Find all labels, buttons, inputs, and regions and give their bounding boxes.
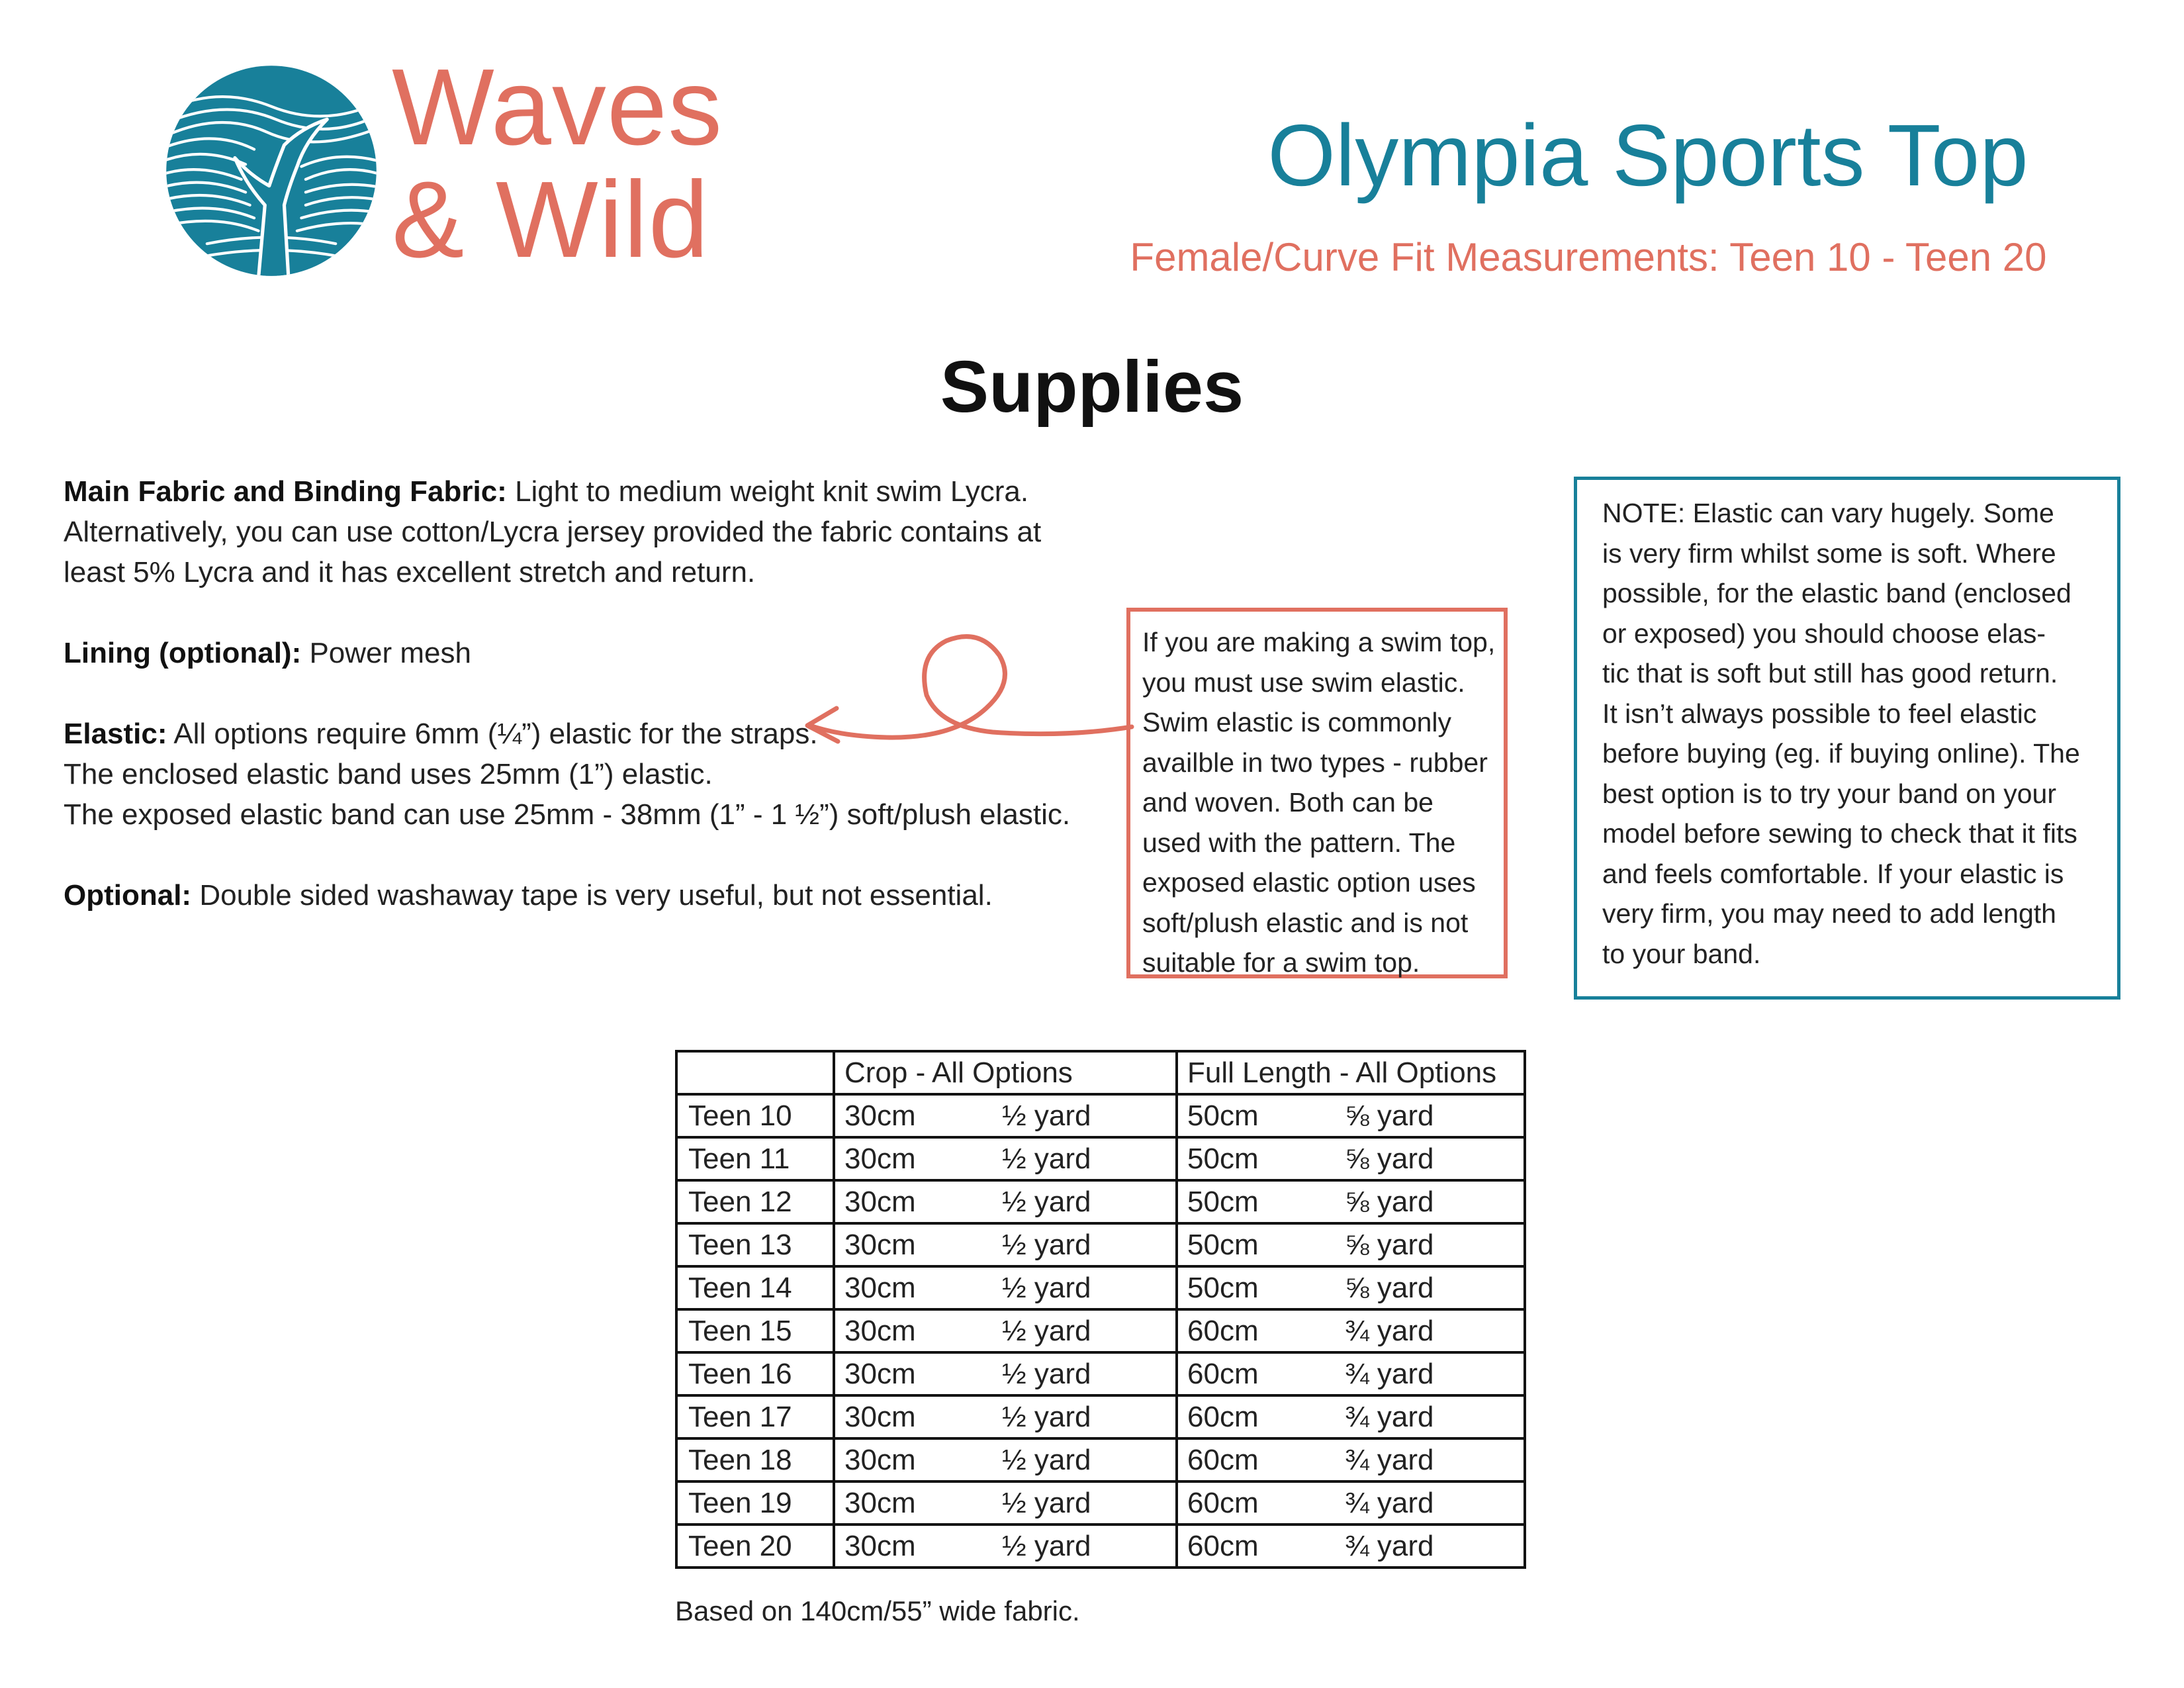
full-length-cell — [1177, 1223, 1525, 1266]
section-heading: Supplies — [940, 346, 1244, 428]
crop-cell — [834, 1352, 1177, 1395]
full-length-yard: ⅝ yard — [1345, 1228, 1434, 1261]
full-length-cm: 60cm — [1187, 1529, 1259, 1562]
note-line: before buying (eg. if buying online). The — [1602, 738, 2080, 769]
note-line: Swim elastic is commonly — [1142, 707, 1452, 737]
size-cell: Teen 16 — [676, 1352, 834, 1395]
full-length-yard: ¾ yard — [1345, 1314, 1434, 1347]
crop-yard: ½ yard — [1002, 1400, 1091, 1433]
size-cell: Teen 10 — [676, 1094, 834, 1137]
note-line: to your band. — [1602, 938, 1761, 969]
full-length-yard: ⅝ yard — [1345, 1142, 1434, 1175]
main-fabric-text: Light to medium weight knit swim Lycra. — [515, 475, 1029, 508]
crop-cell — [834, 1395, 1177, 1438]
optional-text: Double sided washaway tape is very useful, but not essential. — [199, 879, 993, 912]
full-length-yard: ⅝ yard — [1345, 1099, 1434, 1132]
full-length-yard: ¾ yard — [1345, 1486, 1434, 1519]
table-row — [676, 1438, 1525, 1481]
full-length-cm: 50cm — [1187, 1228, 1259, 1261]
table-row — [676, 1395, 1525, 1438]
crop-cm: 30cm — [844, 1099, 916, 1132]
full-length-cell — [1177, 1352, 1525, 1395]
full-length-cell — [1177, 1481, 1525, 1524]
table-header-crop: Crop - All Options — [834, 1051, 1177, 1094]
note-line: is very firm whilst some is soft. Where — [1602, 538, 2056, 569]
full-length-cm: 50cm — [1187, 1099, 1259, 1132]
brand-name-line1: Waves — [392, 46, 723, 167]
crop-cm: 30cm — [844, 1185, 916, 1218]
optional-label: Optional: — [64, 879, 192, 912]
callout-arrow-icon — [788, 609, 1145, 781]
note-line: very firm, you may need to add length — [1602, 898, 2056, 929]
note-line: best option is to try your band on your — [1602, 778, 2057, 809]
size-cell: Teen 18 — [676, 1438, 834, 1481]
crop-cm: 30cm — [844, 1314, 916, 1347]
crop-cm: 30cm — [844, 1228, 916, 1261]
elastic-label: Elastic: — [64, 718, 167, 750]
crop-cell — [834, 1309, 1177, 1352]
crop-yard: ½ yard — [1002, 1228, 1091, 1261]
main-fabric-item — [64, 471, 1122, 592]
full-length-cm: 50cm — [1187, 1271, 1259, 1304]
crop-cell — [834, 1180, 1177, 1223]
note-line: If you are making a swim top, — [1142, 627, 1496, 657]
crop-yard: ½ yard — [1002, 1099, 1091, 1132]
note-line: and woven. Both can be — [1142, 787, 1433, 818]
note-line: possible, for the elastic band (enclosed — [1602, 578, 2071, 608]
table-row — [676, 1481, 1525, 1524]
table-row — [676, 1524, 1525, 1568]
table-row — [676, 1180, 1525, 1223]
table-row — [676, 1352, 1525, 1395]
table-row — [676, 1223, 1525, 1266]
crop-cell — [834, 1094, 1177, 1137]
note-line: availble in two types - rubber — [1142, 747, 1488, 778]
crop-cm: 30cm — [844, 1443, 916, 1476]
note-line: model before sewing to check that it fits — [1602, 818, 2077, 849]
crop-cell — [834, 1481, 1177, 1524]
note-line: or exposed) you should choose elas- — [1602, 618, 2046, 649]
crop-yard: ½ yard — [1002, 1185, 1091, 1218]
note-line: tic that is soft but still has good return. — [1602, 658, 2058, 688]
main-fabric-text: least 5% Lycra and it has excellent stretch and return. — [64, 556, 756, 588]
note-line: exposed elastic option uses — [1142, 867, 1476, 898]
crop-cm: 30cm — [844, 1486, 916, 1519]
table-header-size — [676, 1051, 834, 1094]
table-row — [676, 1094, 1525, 1137]
note-line: NOTE: Elastic can vary hugely. Some — [1602, 498, 2054, 528]
elastic-text: All options require 6mm (¼”) elastic for the straps. — [173, 718, 818, 750]
table-row — [676, 1266, 1525, 1309]
size-cell: Teen 11 — [676, 1137, 834, 1180]
full-length-cell — [1177, 1137, 1525, 1180]
table-footnote: Based on 140cm/55” wide fabric. — [675, 1595, 1080, 1626]
full-length-cell — [1177, 1180, 1525, 1223]
size-cell: Teen 19 — [676, 1481, 834, 1524]
crop-cell — [834, 1524, 1177, 1568]
full-length-cell — [1177, 1266, 1525, 1309]
full-length-yard: ⅝ yard — [1345, 1185, 1434, 1218]
crop-cm: 30cm — [844, 1142, 916, 1175]
note-line: soft/plush elastic and is not — [1142, 907, 1469, 938]
full-length-cell — [1177, 1094, 1525, 1137]
note-line: used with the pattern. The — [1142, 827, 1456, 858]
full-length-cm: 60cm — [1187, 1486, 1259, 1519]
table-row — [676, 1309, 1525, 1352]
note-line: It isn’t always possible to feel elastic — [1602, 698, 2037, 729]
full-length-yard: ⅝ yard — [1345, 1271, 1434, 1304]
full-length-cm: 60cm — [1187, 1357, 1259, 1390]
crop-cell — [834, 1266, 1177, 1309]
full-length-cm: 60cm — [1187, 1443, 1259, 1476]
fabric-requirements-table — [675, 1050, 1526, 1569]
full-length-yard: ¾ yard — [1345, 1400, 1434, 1433]
full-length-cell — [1177, 1438, 1525, 1481]
full-length-cm: 50cm — [1187, 1142, 1259, 1175]
crop-yard: ½ yard — [1002, 1314, 1091, 1347]
main-fabric-label: Main Fabric and Binding Fabric: — [64, 475, 507, 508]
full-length-cm: 60cm — [1187, 1400, 1259, 1433]
note-line: you must use swim elastic. — [1142, 667, 1465, 698]
full-length-cell — [1177, 1309, 1525, 1352]
elastic-variation-note — [1574, 477, 2120, 1000]
crop-yard: ½ yard — [1002, 1529, 1091, 1562]
crop-cell — [834, 1223, 1177, 1266]
size-cell: Teen 15 — [676, 1309, 834, 1352]
table-header-row — [676, 1051, 1525, 1094]
full-length-yard: ¾ yard — [1345, 1357, 1434, 1390]
page-subtitle: Female/Curve Fit Measurements: Teen 10 - Teen 20 — [1130, 235, 2047, 279]
note-line: and feels comfortable. If your elastic is — [1602, 858, 2064, 889]
lining-label: Lining (optional): — [64, 637, 302, 669]
whale-tail-waves-icon — [164, 64, 379, 278]
size-cell: Teen 17 — [676, 1395, 834, 1438]
crop-yard: ½ yard — [1002, 1486, 1091, 1519]
elastic-text: The exposed elastic band can use 25mm - 38mm (1” - 1 ½”) soft/plush elastic. — [64, 798, 1071, 831]
page-title: Olympia Sports Top — [1267, 107, 2028, 204]
full-length-cm: 50cm — [1187, 1185, 1259, 1218]
crop-yard: ½ yard — [1002, 1142, 1091, 1175]
size-cell: Teen 12 — [676, 1180, 834, 1223]
full-length-cm: 60cm — [1187, 1314, 1259, 1347]
crop-cell — [834, 1438, 1177, 1481]
table-row — [676, 1137, 1525, 1180]
crop-cm: 30cm — [844, 1529, 916, 1562]
size-cell: Teen 14 — [676, 1266, 834, 1309]
crop-yard: ½ yard — [1002, 1357, 1091, 1390]
full-length-cell — [1177, 1395, 1525, 1438]
crop-cm: 30cm — [844, 1357, 916, 1390]
main-fabric-text: Alternatively, you can use cotton/Lycra jersey provided the fabric contains at — [64, 516, 1042, 548]
size-cell: Teen 20 — [676, 1524, 834, 1568]
crop-yard: ½ yard — [1002, 1271, 1091, 1304]
full-length-yard: ¾ yard — [1345, 1529, 1434, 1562]
crop-cell — [834, 1137, 1177, 1180]
full-length-cell — [1177, 1524, 1525, 1568]
size-cell: Teen 13 — [676, 1223, 834, 1266]
brand-name-line2: & Wild — [392, 159, 709, 280]
lining-text: Power mesh — [309, 637, 471, 669]
full-length-yard: ¾ yard — [1345, 1443, 1434, 1476]
crop-yard: ½ yard — [1002, 1443, 1091, 1476]
crop-cm: 30cm — [844, 1400, 916, 1433]
note-line: suitable for a swim top. — [1142, 947, 1420, 978]
swim-elastic-note — [1126, 608, 1508, 978]
elastic-text: The enclosed elastic band uses 25mm (1”) elastic. — [64, 758, 713, 790]
table-header-full-length: Full Length - All Options — [1177, 1051, 1525, 1094]
optional-item — [64, 875, 1122, 915]
crop-cm: 30cm — [844, 1271, 916, 1304]
